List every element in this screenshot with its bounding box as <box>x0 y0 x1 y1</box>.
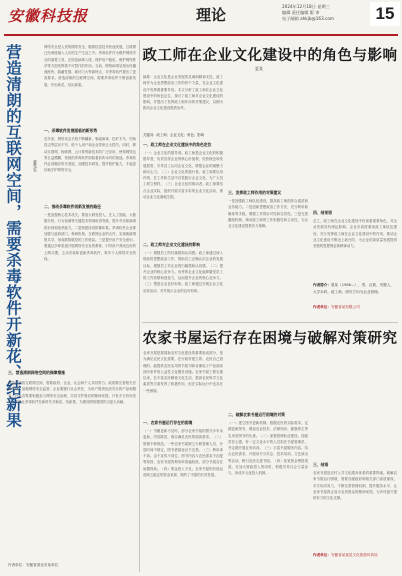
article3-para1: 农家书屋是我国新农村文化建设的重要组成部分，是为满足农民文化需要，在行政村建立的、农民自己管理的、能提供农民实用的书报刊和音像电子产品阅读视听条件的公益性文化服务设施。农家书屋工程实施以来，在丰富农民精神文化生活、提高农民科学文化素质等方面发挥了积极作用，但在实际运行中也存在一些困境。 <box>143 351 223 393</box>
page-number: 15 <box>370 2 400 26</box>
article1-subheading3: 三、营造清朗网络空间的保障措施 <box>8 370 65 375</box>
article2-para2: （一）企业文化的倡导者。政工师是企业文化的积极倡导者，负责宣传企业的核心价值观、经营理念和发展愿景，引导员工认同企业文化，增强企业的凝聚力和向心力。（二）企业文化的践行者。政工师要以身作则，在工作和生活中自觉践行企业文化，为广大员工树立榜样。（三）企业文化的推动者。政工师要结合企业实际，组织开展丰富多彩的企业文化活动，推动企业文化落地生根。 <box>143 151 223 200</box>
article3-col3 <box>313 350 397 460</box>
article3-subheading1: 一、农家书屋运行存在的困境 <box>143 420 193 425</box>
article2-author: 夏某 <box>255 66 263 71</box>
article3-unit-text: 安徽省某某县文化旅游体育局 <box>330 553 378 557</box>
article3-title: 农家书屋运行存在困境与破解对策研究 <box>142 330 398 347</box>
article2-para5: 总之，政工师在企业文化建设中扮演着重要角色，对企业发展具有深远影响。企业应高度重视政工师队伍建设，充分发挥政工师在企业文化建设中的作用，推动企业文化建设不断迈上新台阶，为企业的高质量发展提供坚强的思想保证和精神动力。 <box>313 219 397 249</box>
article2-unit-label: 作者单位： <box>313 305 331 309</box>
editor-line: 编辑 责任编辑 版 审 <box>282 10 320 15</box>
email-line: 电子邮箱 ahkjb@163.com <box>282 16 335 21</box>
masthead <box>0 0 402 38</box>
article2-keywords: 关键词：政工师；企业文化；角色；影响 <box>143 133 205 137</box>
article2-author-text: 夏某（1986—），男，汉族，安徽人，大学本科，政工师，研究方向为企业管理。 <box>313 283 395 294</box>
article1-para2: 近年来，网络攻击手段不断翻新，勒索病毒、挖矿木马、钓鱼攻击等层出不穷，给个人用户和企业带来巨大损失。同时，移动互联网、物联网、云计算等新技术的广泛应用，使得网络边界日益模糊，传统的杀毒软件面临着前所未有的挑战。杀毒软件必须顺应时代发展，加强技术研发，提升防护能力，才能更好地守护网络安全。 <box>44 137 136 173</box>
article2-subheading2: 二、政工师对企业文化建设的影响 <box>143 242 200 247</box>
article1-para3: 一是加强核心技术攻关。要加大研发投入，在人工智能、大数据分析、行为检测等关键技术领域取得突破，提升对未知病毒的识别和查杀能力。二是构建协同防御体系。杀毒软件企业要加强与政府部门、科研机构、互联网企业的合作，实现威胁情报共享，形成联防联控的工作格局。三是提升用户安全意识。要通过多种渠道开展网络安全宣传教育，引导用户养成良好的上网习惯，主动安装和更新杀毒软件，筑牢个人网络安全防线。 <box>44 213 136 262</box>
issue-meta <box>282 4 372 22</box>
article2-col3 <box>313 74 397 204</box>
article3-unit-label: 作者单位： <box>313 553 331 557</box>
section-title: 理论 <box>196 6 227 24</box>
article2-para4: 一是加强政工师队伍建设，提高政工师的综合素质和业务能力。二是创新思想政治工作方法，充分利用新媒体等手段，增强工作的针对性和实效性。三是完善激励机制，调动政工师的工作积极性和主动性，为企业文化建设提供有力保障。 <box>228 199 308 229</box>
article1-para1: 网络安全是人民的网络安全，随着信息技术快速发展，互联网已经深度融入人们的生产生活之中。杀毒软件作为维护网络安全的重要工具，在防范病毒入侵、保护用户隐私、维护网络秩序等方面发挥着不可替代的作用。当前，网络病毒呈现出传播速度快、隐蔽性强、破坏力大等新特点，对杀毒软件提出了更高要求。营造清朗的互联网空间，需要杀毒软件不断创新发展，开出新花、结出新果。 <box>44 45 136 87</box>
article2-author-label: 作者简介： <box>313 283 331 287</box>
date-line: 2024年12月18日 星期三 <box>282 4 330 9</box>
article-divider <box>142 322 398 323</box>
article2-unit-text: 安徽省某有限公司 <box>330 305 360 309</box>
article2-subheading3: 三、发挥政工师作用的对策建议 <box>228 190 282 195</box>
article2-para3: （一）增强员工的归属感和认同感。政工师通过深入细致的思想政治工作，帮助员工正确认识企业的发展目标，增强员工对企业的归属感和认同感。（二）提升企业的核心竞争力。优秀的企业文化能够激发员工的工作热情和创造力，从而提升企业的核心竞争力。（三）塑造企业良好形象。政工师通过开展企业文化宣传活动，对外展示企业的良好形象。 <box>143 251 223 293</box>
newspaper-logo: 安徽科技报 <box>8 7 89 25</box>
article3-subheading3: 三、结语 <box>313 462 329 467</box>
masthead-rule <box>4 34 398 36</box>
article1-subheading1: 一、杀毒软件发展面临的新形势 <box>44 128 98 133</box>
article3-subheading2: 二、破解农家书屋运行困境的对策 <box>228 412 285 417</box>
column-divider <box>139 40 140 572</box>
article3-unit-info <box>313 552 397 559</box>
article1-subheading2: 二、推动杀毒软件创新发展的路径 <box>44 204 101 209</box>
article2-unit-info <box>313 304 397 311</box>
article3-col2 <box>228 350 308 410</box>
article1-para3-cont <box>8 300 136 370</box>
article3-para2: （一）书籍更新不及时。部分农家书屋的图书多年未更新，内容陈旧，难以满足农民的阅读需求。（二）管理不够规范。一些农家书屋缺乏专职管理人员，开放时间不固定，图书借阅登记不完善。（三）利用率不高。由于宣传不到位、图书内容与农民需求不匹配等原因，农家书屋的利用率普遍较低，部分书屋存在闲置现象。（四）资金投入不足。农家书屋的后续运营缺乏稳定的资金来源，制约了书屋的长效发展。 <box>143 429 223 478</box>
article2-abstract: 摘要：企业文化是企业发展的灵魂和精神支柱，政工师作为企业思想政治工作的骨干力量，在企业文化建设中发挥着重要作用。本文分析了政工师在企业文化建设中的角色定位，探讨了政工师对企业文化建设的影响，并提出了发挥政工师作用的对策建议，以期为推动企业文化建设提供参考。 <box>143 75 223 111</box>
article2-subheading4: 四、结束语 <box>313 210 332 215</box>
article1-footer: 作者单位：安徽省淮北市某单位 <box>8 563 59 567</box>
article2-author-info <box>313 282 397 295</box>
article1-title: 营造清朗的互联网空间，需要杀毒软件开新花、结新果 <box>4 44 23 428</box>
article2-col2 <box>228 74 308 204</box>
article1-author: 夏先生 <box>33 160 38 172</box>
article3-para4: 农家书屋是农村公共文化服务体系的重要阵地。破解农家书屋运行困境，需要各级政府和相关部门高度重视，多方协同发力，不断完善管理机制，提升服务水平，让农家书屋真正成为农民群众的精神家园，为乡村振兴提供有力的文化支撑。 <box>313 471 397 501</box>
article2-title: 政工师在企业文化建设中的角色与影响 <box>142 47 398 64</box>
article1-para4: 营造清朗的互联网空间，需要政府、企业、社会和个人共同努力。政府要完善相关法律法规，加强网络安全监管；企业要履行社会责任，为用户提供优质安全的产品和服务；社会各界要积极参与网络安全治理，共同守护我们的精神家园。只有多方协同发力，才能让杀毒软件在新时代开新花、结新果，为建设网络强国作出更大贡献。 <box>8 381 136 404</box>
article2-subheading1: 一、政工师在企业文化建设中的角色定位 <box>143 142 212 147</box>
article3-para3: （一）建立图书更新机制。根据农民的实际需求，定期更新图书，增加农业技术、法律知识、健康养生等实用类图书的比重。（二）加强管理队伍建设。选配责任心强、有一定文化水平的人员担任书屋管理员，并定期开展业务培训。（三）丰富书屋服务内容。结合农民需求，开展读书分享会、技术培训、文艺演出等活动，吸引农民走进书屋。（四）拓宽资金筹措渠道。在加大财政投入的同时，积极引导社会力量参与，形成多元化投入机制。 <box>228 421 308 476</box>
